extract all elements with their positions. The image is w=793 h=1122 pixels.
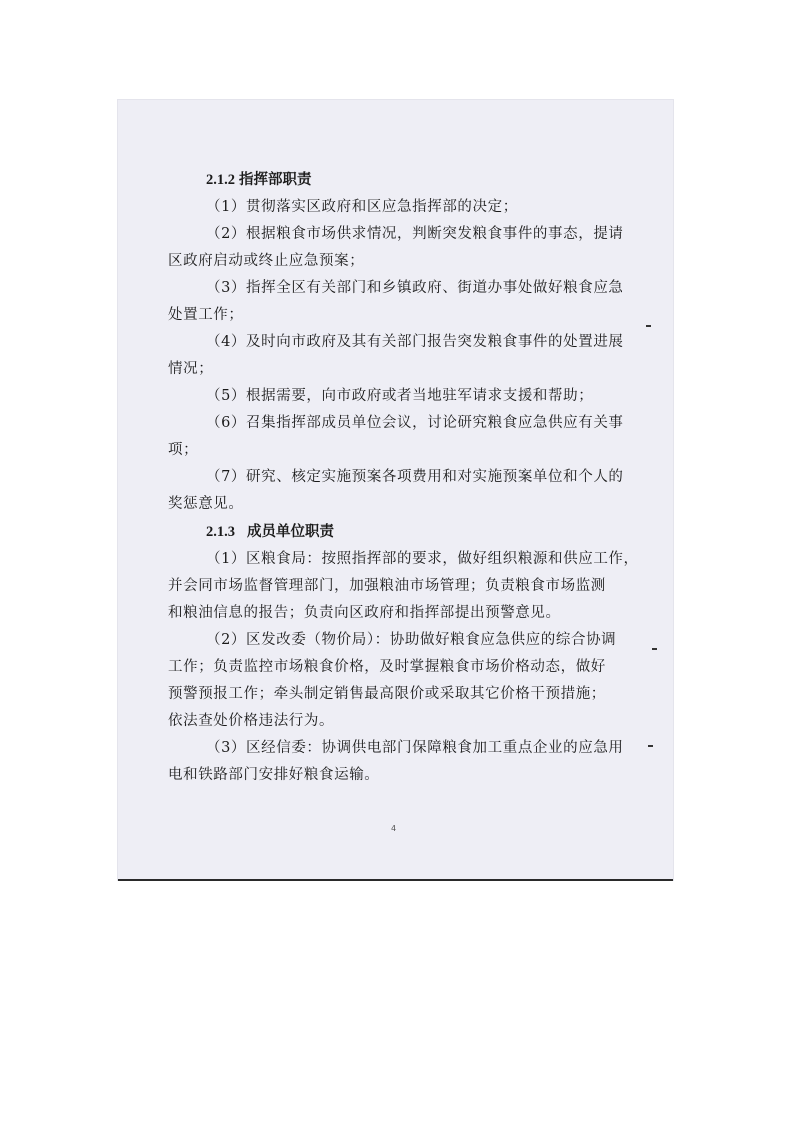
paragraph-duty-6 — [168, 410, 624, 464]
paragraph-line: 情况； — [168, 361, 214, 377]
paragraph-line: （5）根据需要，向市政府或者当地驻军请求支援和帮助； — [206, 388, 594, 404]
paragraph-line: 区政府启动或终止应急预案； — [168, 253, 365, 269]
paragraph-line: 电和铁路部门安排好粮食运输。 — [168, 767, 380, 783]
scan-border — [118, 879, 673, 881]
scan-speck — [648, 745, 653, 747]
document-body — [168, 166, 639, 789]
paragraph-line: （2）根据粮食市场供求情况，判断突发粮食事件的事态，提请 — [206, 226, 624, 242]
paragraph-line: （6）召集指挥部成员单位会议，讨论研究粮食应急供应有关事 — [206, 415, 624, 431]
paragraph-line: （7）研究、核定实施预案各项费用和对实施预案单位和个人的 — [206, 469, 624, 485]
paragraph-line: 依法查处价格违法行为。 — [168, 713, 335, 729]
paragraph-line: （2）区发改委（物价局）：协助做好粮食应急供应的综合协调 — [206, 632, 617, 648]
section-number: 2.1.3 — [206, 524, 235, 540]
section-title: 指挥部职责 — [239, 171, 312, 188]
section-heading-2-1-2 — [168, 166, 618, 194]
paragraph-duty-2 — [168, 221, 624, 275]
paragraph-duty-4 — [168, 329, 624, 383]
paragraph-member-economy-info — [168, 735, 624, 789]
page-number: 4 — [391, 824, 397, 833]
paragraph-line: 工作；负责监控市场粮食价格，及时掌握粮食市场价格动态，做好 — [168, 659, 606, 675]
scan-speck — [646, 325, 651, 327]
paragraph-member-grain-bureau — [168, 546, 639, 627]
section-title: 成员单位职责 — [247, 523, 334, 540]
scan-speck — [652, 648, 657, 650]
paragraph-line: 项； — [168, 442, 199, 458]
section-number: 2.1.2 — [206, 172, 235, 188]
paragraph-line: 处置工作； — [168, 307, 244, 323]
section-heading-2-1-3 — [168, 518, 618, 546]
paragraph-line: 预警预报工作；牵头制定销售最高限价或采取其它价格干预措施； — [168, 686, 606, 702]
paragraph-line: （1）贯彻落实区政府和区应急指挥部的决定； — [206, 199, 518, 215]
paragraph-duty-5 — [168, 383, 618, 410]
paragraph-line: （1）区粮食局：按照指挥部的要求，做好组织粮源和供应工作， — [206, 551, 639, 567]
paragraph-line: 和粮油信息的报告；负责向区政府和指挥部提出预警意见。 — [168, 605, 561, 621]
paragraph-duty-1 — [168, 194, 618, 221]
paragraph-line: （3）区经信委：协调供电部门保障粮食加工重点企业的应急用 — [206, 740, 624, 756]
paragraph-line: 并会同市场监督管理部门，加强粮油市场管理；负责粮食市场监测 — [168, 578, 606, 594]
scanned-page — [118, 100, 673, 880]
paragraph-member-development-reform — [168, 627, 618, 735]
paragraph-line: （3）指挥全区有关部门和乡镇政府、街道办事处做好粮食应急 — [206, 280, 624, 296]
paragraph-duty-3 — [168, 275, 624, 329]
paragraph-line: （4）及时向市政府及其有关部门报告突发粮食事件的处置进展 — [206, 334, 624, 350]
paragraph-duty-7 — [168, 464, 624, 518]
paragraph-line: 奖惩意见。 — [168, 496, 244, 512]
